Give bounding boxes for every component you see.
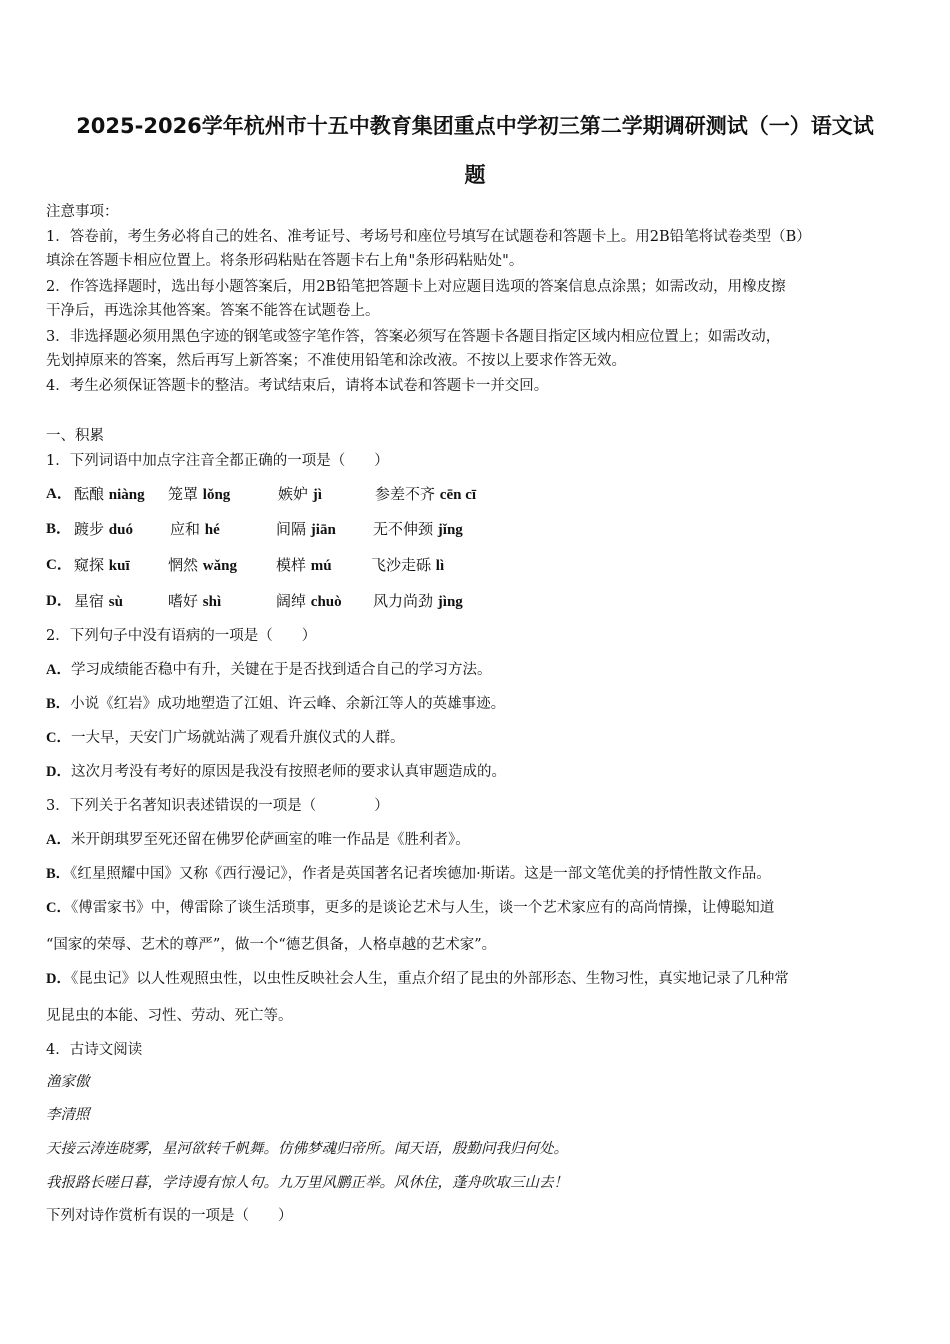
question-2-stem: 2．下列句子中没有语病的一项是（ ） — [46, 628, 317, 644]
notice-line: 干净后，再选涂其他答案。答案不能答在试题卷上。 — [46, 303, 380, 319]
exam-title-line2: 题 — [464, 163, 486, 187]
option-letter: C． — [46, 557, 72, 573]
question-3-stem: 3．下列关于名著知识表述错误的一项是（ ） — [46, 798, 389, 814]
notice-line: 1．答卷前，考生务必将自己的姓名、准考证号、考场号和座位号填写在试题卷和答题卡上。用2B铅笔将试卷类型（B） — [46, 229, 811, 245]
option-word: 风力尚劲 jìng — [373, 592, 463, 610]
poem-author: 李清照 — [46, 1107, 90, 1123]
option-word: 无不伸颈 jǐng — [373, 520, 463, 538]
notice-line: 2．作答选择题时，选出每小题答案后，用2B铅笔把答题卡上对应题目选项的答案信息点涂黑；如需改动，用橡皮擦 — [46, 279, 786, 295]
option-letter: B． — [46, 521, 72, 537]
notice-line: 先划掉原来的答案，然后再写上新答案；不准使用铅笔和涂改液。不按以上要求作答无效。 — [46, 353, 626, 369]
question-1-stem: 1．下列词语中加点字注音全都正确的一项是（ ） — [46, 453, 389, 469]
exam-title-line1: 2025-2026学年杭州市十五中教育集团重点中学初三第二学期调研测试（一）语文试 — [76, 114, 874, 138]
poem-title: 渔家傲 — [46, 1074, 90, 1090]
option-word: 飞沙走砾 lì — [371, 556, 445, 574]
option-word: 惘然 wǎng — [168, 556, 237, 574]
question-3-option-b: B．《红星照耀中国》又称《西行漫记》，作者是英国著名记者埃德加·斯诺。这是一部文笔优美的抒情性散文作品。 — [46, 866, 771, 882]
option-word: 酝酿 niàng — [74, 485, 145, 503]
question-3-option-a: A．米开朗琪罗至死还留在佛罗伦萨画室的唯一作品是《胜利者》。 — [46, 832, 470, 848]
section-heading: 一、积累 — [46, 428, 104, 444]
notice-line: 4．考生必须保证答题卡的整洁。考试结束后，请将本试卷和答题卡一并交回。 — [46, 378, 549, 394]
option-letter: D． — [46, 593, 72, 609]
option-word: 模样 mú — [276, 556, 332, 574]
option-word: 嫉妒 jì — [278, 485, 322, 503]
option-word: 间隔 jiān — [276, 520, 336, 538]
question-2-option-d: D．这次月考没有考好的原因是我没有按照老师的要求认真审题造成的。 — [46, 764, 506, 780]
option-word: 参差不齐 cēn cī — [375, 485, 477, 503]
option-word: 阔绰 chuò — [276, 592, 342, 610]
notice-line: 3．非选择题必须用黑色字迹的钢笔或签字笔作答，答案必须写在答题卡各题目指定区域内相应位置上；如需改动， — [46, 329, 781, 345]
option-word: 窥探 kuī — [74, 556, 130, 574]
question-3-option-d-cont: 见昆虫的本能、习性、劳动、死亡等。 — [46, 1008, 293, 1024]
option-word: 应和 hé — [170, 520, 220, 538]
option-word: 嗜好 shì — [168, 592, 222, 610]
question-2-option-a: A．学习成绩能否稳中有升，关键在于是否找到适合自己的学习方法。 — [46, 662, 492, 678]
question-4-subquestion: 下列对诗作赏析有误的一项是（ ） — [46, 1208, 293, 1224]
question-2-option-b: B．小说《红岩》成功地塑造了江姐、许云峰、余新江等人的英雄事迹。 — [46, 696, 506, 712]
notice-line: 填涂在答题卡相应位置上。将条形码粘贴在答题卡右上角"条形码粘贴处"。 — [46, 253, 524, 269]
option-word: 星宿 sù — [74, 592, 123, 610]
option-word: 踱步 duó — [74, 520, 133, 538]
question-3-option-c: C．《傅雷家书》中，傅雷除了谈生活琐事，更多的是谈论艺术与人生，谈一个艺术家应有的高尚情操，让傅聪知道 — [46, 900, 775, 916]
notice-heading: 注意事项： — [46, 204, 119, 220]
question-4-stem: 4．古诗文阅读 — [46, 1042, 143, 1058]
question-2-option-c: C．一大早，天安门广场就站满了观看升旗仪式的人群。 — [46, 730, 405, 746]
option-word: 笼罩 lǒng — [168, 485, 231, 503]
question-3-option-d: D．《昆虫记》以人性观照虫性，以虫性反映社会人生，重点介绍了昆虫的外部形态、生物习性，真实地记录了几种常 — [46, 971, 789, 987]
option-letter: A． — [46, 486, 72, 502]
question-3-option-c-cont: “国家的荣辱、艺术的尊严”，做一个“德艺俱备，人格卓越的艺术家”。 — [46, 937, 497, 953]
poem-line: 天接云涛连晓雾，星河欲转千帆舞。仿佛梦魂归帝所。闻天语，殷勤问我归何处。 — [46, 1141, 568, 1157]
poem-line: 我报路长嗟日暮，学诗谩有惊人句。九万里风鹏正举。风休住，蓬舟吹取三山去！ — [46, 1175, 568, 1191]
